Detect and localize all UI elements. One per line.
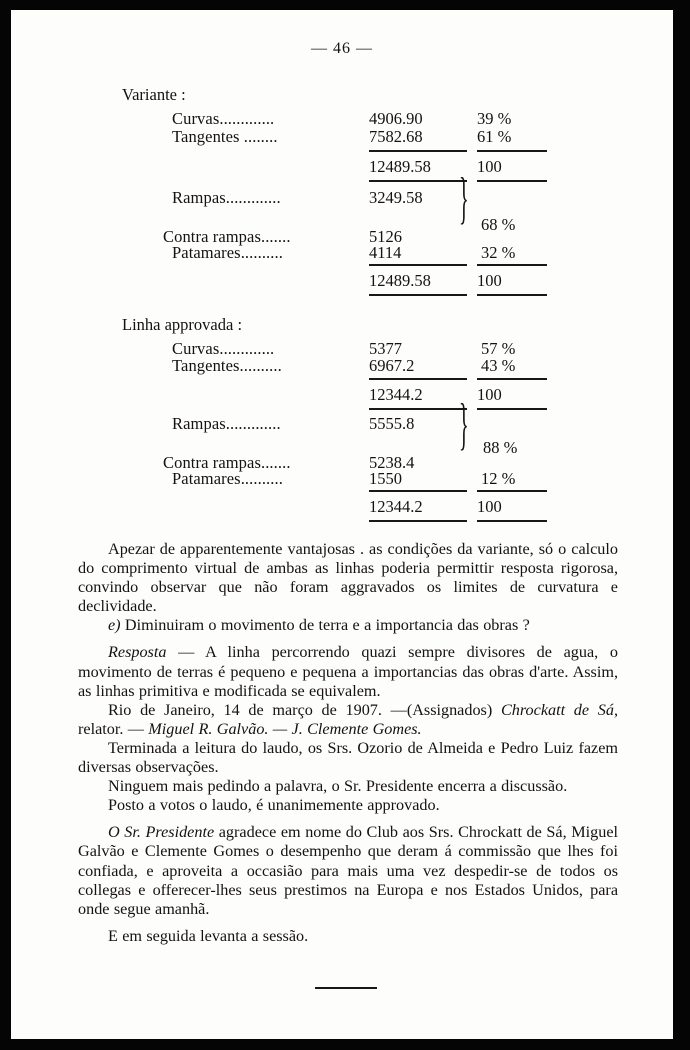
row-label: Rampas............. — [172, 188, 281, 207]
row-label: Rampas............. — [172, 414, 281, 433]
row-value: 5555.8 — [369, 414, 415, 433]
group-brace: } — [459, 394, 469, 458]
paragraph-resposta — [78, 643, 618, 700]
item-text: Diminuiram o movimento de terra e a importancia das obras ? — [120, 616, 530, 635]
row-label: Contra rampas....... — [163, 453, 291, 472]
sum-rule — [369, 180, 467, 182]
signature-place-date: Rio de Janeiro, 14 de março de 1907. —(Assignados) — [108, 700, 501, 719]
row-value: 4114 — [369, 243, 402, 262]
row-value: 3249.58 — [369, 188, 423, 207]
total-percent: 100 — [477, 271, 502, 290]
sum-rule — [477, 180, 547, 182]
row-value: 1550 — [369, 469, 402, 488]
total-value: 12344.2 — [369, 497, 423, 516]
row-label: Contra rampas....... — [163, 227, 291, 246]
sum-rule — [369, 520, 467, 522]
sum-rule — [477, 408, 547, 410]
paragraph-apezar: Apezar de apparentemente vantajosas . as condições da variante, só o calculo do comprimento virtual de ambas as linhas poderia permittir resposta rigorosa, convindo observar que não foram aggravados os limites de curvatura e declividade. — [78, 540, 618, 616]
row-label: Curvas............. — [172, 109, 275, 128]
group-brace: } — [459, 168, 469, 232]
row-label: Patamares.......... — [172, 243, 283, 262]
group-percent: 68 % — [481, 215, 516, 234]
paragraph-terminada: Terminada a leitura do laudo, os Srs. Ozorio de Almeida e Pedro Luiz fazem diversas observações. — [78, 738, 618, 777]
sum-rule — [369, 150, 467, 152]
paragraph-sessao-encerrada: E em seguida levanta a sessão. — [108, 926, 309, 945]
table-variante-title: Variante : — [122, 85, 186, 104]
table-row — [11, 414, 673, 433]
table-linha-approvada-title: Linha approvada : — [122, 315, 243, 334]
table-total-row — [11, 385, 673, 404]
row-value: 4906.90 — [369, 109, 423, 128]
row-value: 7582.68 — [369, 127, 423, 146]
footer-separator-rule — [315, 987, 377, 989]
table-row — [11, 109, 673, 128]
sum-rule — [369, 490, 467, 492]
table-total-row — [11, 157, 673, 176]
row-value: 5238.4 — [369, 453, 415, 472]
total-percent: 100 — [477, 385, 502, 404]
signatory-chrockatt: Chrockatt de Sá — [500, 700, 614, 719]
table-row — [11, 243, 673, 262]
row-label: Patamares.......... — [172, 469, 283, 488]
sum-rule — [477, 294, 547, 296]
row-value: 6967.2 — [369, 356, 415, 375]
row-percent: 32 % — [481, 243, 516, 262]
table-row — [11, 127, 673, 146]
row-value: 5377 — [369, 339, 402, 358]
paragraph-ninguem: Ninguem mais pedindo a palavra, o Sr. Presidente encerra a discussão. — [108, 777, 568, 796]
row-label: Tangentes ........ — [172, 127, 278, 146]
total-value: 12489.58 — [369, 157, 431, 176]
presidente-text: agradece em nome do Club aos Srs. Chrockatt de Sá, Miguel Galvão e Clemente Gomes o desempenho que deram á commissão que lhes foi confiada, e aproveita a occasião para mais uma vez despedir-se de todos os collegas e offerecer-lhes seus prestimos na Europa e nos Estados Unidos, para onde segue amanhã. — [78, 823, 619, 918]
page-number: — 46 — — [311, 40, 373, 57]
paragraph-presidente — [78, 823, 618, 918]
table-row — [11, 469, 673, 488]
row-value: 5126 — [369, 227, 402, 246]
table-row — [11, 188, 673, 207]
row-percent: 39 % — [477, 109, 512, 128]
row-label: Tangentes.......... — [172, 356, 282, 375]
sum-rule — [477, 490, 547, 492]
signatories-others: Miguel R. Galvão. — J. Clemente Gomes. — [148, 719, 422, 738]
row-percent: 61 % — [477, 127, 512, 146]
sum-rule — [477, 378, 547, 380]
total-percent: 100 — [477, 497, 502, 516]
row-percent: 12 % — [481, 469, 516, 488]
total-value: 12489.58 — [369, 271, 431, 290]
total-percent: 100 — [477, 157, 502, 176]
resposta-text: — A linha percorrendo quazi sempre divisores de agua, o movimento de terras é pequeno e pequena a importancias das obras d'arte. Assim, as linhas primitiva e modificada se equivalem. — [78, 643, 618, 700]
paragraph-signatures — [78, 701, 618, 739]
sum-rule — [477, 264, 547, 266]
paragraph-posto-a-votos: Posto a votos o laudo, é unanimemente approvado. — [108, 796, 440, 815]
group-percent: 88 % — [483, 438, 518, 457]
sum-rule — [369, 378, 467, 380]
paragraph-question-e — [78, 616, 618, 635]
row-percent: 43 % — [481, 356, 516, 375]
body-copy — [78, 540, 618, 946]
resposta-label: Resposta — [108, 643, 167, 662]
sum-rule — [477, 150, 547, 152]
sum-rule — [477, 520, 547, 522]
presidente-label: O Sr. Presidente — [108, 823, 215, 842]
item-letter: e) — [108, 616, 121, 635]
sum-rule — [369, 264, 467, 266]
sum-rule — [369, 408, 467, 410]
row-percent: 57 % — [481, 339, 516, 358]
page-sheet — [11, 10, 673, 1039]
table-total-row — [11, 271, 673, 290]
row-label: Curvas............. — [172, 339, 275, 358]
table-total-row — [11, 497, 673, 516]
signature-relator: , relator. — — [78, 700, 618, 738]
table-row — [11, 356, 673, 375]
sum-rule — [369, 294, 467, 296]
total-value: 12344.2 — [369, 385, 423, 404]
